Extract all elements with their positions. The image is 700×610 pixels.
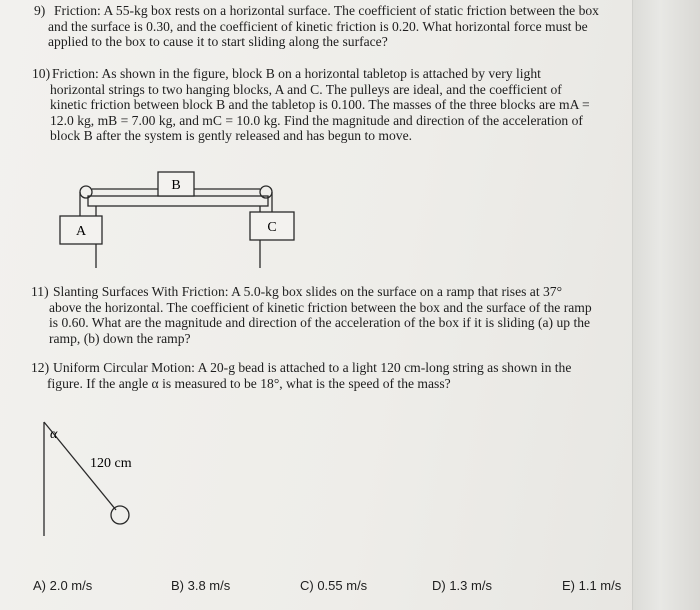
question-text-line: Slanting Surfaces With Friction: A 5.0-kg box slides on the surface on a ramp that rises at 37° [53,284,563,299]
answer-choice-e: E) 1.1 m/s [562,578,622,593]
question-10 [32,66,590,144]
question-number: 12) [31,360,50,375]
question-text-line: and the surface is 0.30, and the coefficient of kinetic friction is 0.20. What horizontal force must be [48,18,588,34]
question-text-line: horizontal strings to two hanging blocks, A and C. The pulleys are ideal, and the coefficient of [50,81,562,97]
angle-label: α [50,427,58,442]
block-a-label: A [75,224,87,239]
question-text-line: block B after the system is gently released and has begun to move. [50,128,413,143]
blocks-pulley-figure [50,168,310,273]
pulley-left [80,186,92,198]
answer-choice-c: C) 0.55 m/s [300,578,368,593]
question-text-line: 12.0 kg, mB = 7.00 kg, and mC = 10.0 kg. Find the magnitude and direction of the acceleration of [50,112,583,128]
block-b-label: B [171,178,181,193]
question-11 [31,284,592,346]
question-text-line: above the horizontal. The coefficient of kinetic friction between the box and the surface of the ramp [49,299,592,315]
pendulum-figure [38,418,158,538]
question-number: 9) [34,3,46,18]
question-text-line: kinetic friction between block B and the tabletop is 0.100. The masses of the three blocks are mA = [50,97,590,112]
question-number: 10) [32,66,51,81]
question-9 [34,3,599,50]
question-text-line: applied to the box to cause it to start sliding along the surface? [48,34,388,49]
question-12 [31,360,571,391]
question-text-line: is 0.60. What are the magnitude and direction of the acceleration of the box if it is sliding (a) up the [49,315,591,330]
question-text-line: figure. If the angle α is measured to be 18°, what is the speed of the mass? [47,375,451,391]
answer-choice-b: B) 3.8 m/s [171,578,231,593]
block-c-label: C [267,220,277,235]
underlying-page [632,0,700,610]
string-length-label: 120 cm [90,456,132,471]
answer-choice-a: A) 2.0 m/s [33,578,93,593]
question-text-line: Uniform Circular Motion: A 20-g bead is attached to a light 120 cm-long string as shown in the [53,360,572,375]
answer-choice-d: D) 1.3 m/s [432,578,492,593]
question-text-line: ramp, (b) down the ramp? [49,330,191,346]
question-text-line: Friction: A 55-kg box rests on a horizontal surface. The coefficient of static friction between the box [54,3,599,18]
pendulum-bead [111,506,129,524]
tabletop [88,196,268,206]
question-text-line: Friction: As shown in the figure, block B on a horizontal tabletop is attached by very light [52,66,541,81]
question-number: 11) [31,284,49,299]
